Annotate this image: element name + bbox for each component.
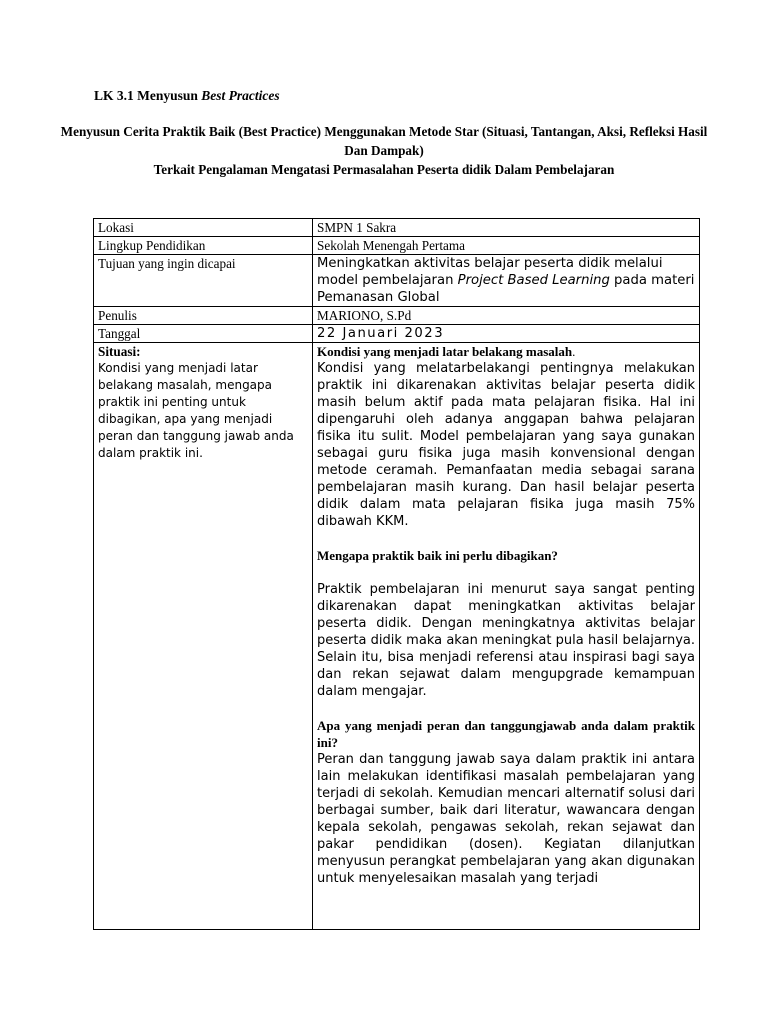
- lingkup-label: Lingkup Pendidikan: [94, 237, 313, 255]
- table-row-lingkup: [94, 237, 700, 255]
- tujuan-value-part-1: Meningkatkan aktivitas belajar peserta didik melalui model pembelajaran: [317, 256, 663, 288]
- penulis-value: MARIONO, S.Pd: [313, 307, 700, 325]
- worksheet-title-prefix: LK 3.1 Menyusun: [94, 88, 202, 103]
- tujuan-value-part-2: pada materi Pemanasan Global: [317, 273, 695, 305]
- worksheet-title-italic: Best Practices: [201, 88, 280, 103]
- answer-2: Praktik pembelajaran ini menurut saya sangat penting dikarenakan dapat meningkatkan aktivitas belajar peserta didik. Dengan meningkatnya aktivitas belajar peserta didik maka akan meningkat pula hasil belajarnya. Selain itu, bisa menjadi referensi atau inspirasi bagi saya dan rekan sejawat dalam mengupgrade kemampuan dalam mengajar.: [317, 582, 695, 699]
- penulis-label: Penulis: [94, 307, 313, 325]
- answer-3: Peran dan tanggung jawab saya dalam praktik ini antara lain melakukan identifikasi masalah pembelajaran yang terjadi di sekolah. Kemudian mencari alternatif solusi dari berbagai sumber, baik dari literatur, wawancara dengan kepala sekolah, pengawas sekolah, rekan sejawat dan pakar pendidikan (dosen). Kegiatan dilanjutkan menyusun perangkat pembelajaran yang akan digunakan untuk menyelesaikan masalah yang terjadi: [317, 752, 695, 886]
- spacer-3: [317, 700, 695, 717]
- tujuan-value: [313, 255, 700, 307]
- document-heading: [60, 122, 708, 179]
- table-row-penulis: [94, 307, 700, 325]
- heading-line-2: Terkait Pengalaman Mengatasi Permasalahan Peserta didik Dalam Pembelajaran: [153, 162, 615, 177]
- question-2: Mengapa praktik baik ini perlu dibagikan?: [317, 548, 558, 563]
- situasi-content: [313, 343, 700, 930]
- question-3: Apa yang menjadi peran dan tanggungjawab anda dalam praktik ini?: [317, 718, 695, 750]
- question-1-end: .: [572, 344, 576, 359]
- table-row-tanggal: [94, 325, 700, 343]
- lokasi-value: SMPN 1 Sakra: [313, 219, 700, 237]
- spacer-1: [317, 530, 695, 547]
- table-row-tujuan: [94, 255, 700, 307]
- question-1-text: Kondisi yang menjadi latar belakang masalah: [317, 344, 573, 359]
- spacer-2: [317, 564, 695, 581]
- tanggal-label: Tanggal: [94, 325, 313, 343]
- tanggal-value: 22 Januari 2023: [313, 325, 700, 343]
- tujuan-label: Tujuan yang ingin dicapai: [94, 255, 313, 307]
- question-1: [317, 343, 695, 360]
- situasi-content-body: [317, 343, 695, 929]
- worksheet-title: [94, 88, 280, 104]
- answer-1: Kondisi yang melatarbelakangi pentingnya melakukan praktik ini dikarenakan aktivitas belajar peserta didik masih belum aktif pada mata pelajaran fisika. Hal ini dipengaruhi oleh adanya anggapan bahwa pelajaran fisika itu sulit. Model pembelajaran yang saya gunakan sebagai guru fisika juga masih konvensional dengan metode ceramah. Pemanfaatan media sebagai sarana pembelajaran masih kurang. Dan hasil belajar peserta didik dalam mata pelajaran fisika juga masih 75% dibawah KKM.: [317, 361, 695, 529]
- tujuan-value-italic: Project Based Learning: [457, 273, 610, 288]
- situasi-cell: [94, 343, 313, 930]
- situasi-description: Kondisi yang menjadi latar belakang masalah, mengapa praktik ini penting untuk dibagikan, apa yang menjadi peran dan tanggung jawab anda dalam praktik ini.: [98, 361, 294, 460]
- situasi-label: Situasi:: [98, 344, 141, 359]
- lingkup-value: Sekolah Menengah Pertama: [313, 237, 700, 255]
- heading-line-1: Menyusun Cerita Praktik Baik (Best Practice) Menggunakan Metode Star (Situasi, Tantangan, Aksi, Refleksi Hasil Dan Dampak): [60, 124, 708, 158]
- table-row-lokasi: [94, 219, 700, 237]
- table-row-situasi: [94, 343, 700, 930]
- best-practice-table: [93, 218, 700, 930]
- lokasi-label: Lokasi: [94, 219, 313, 237]
